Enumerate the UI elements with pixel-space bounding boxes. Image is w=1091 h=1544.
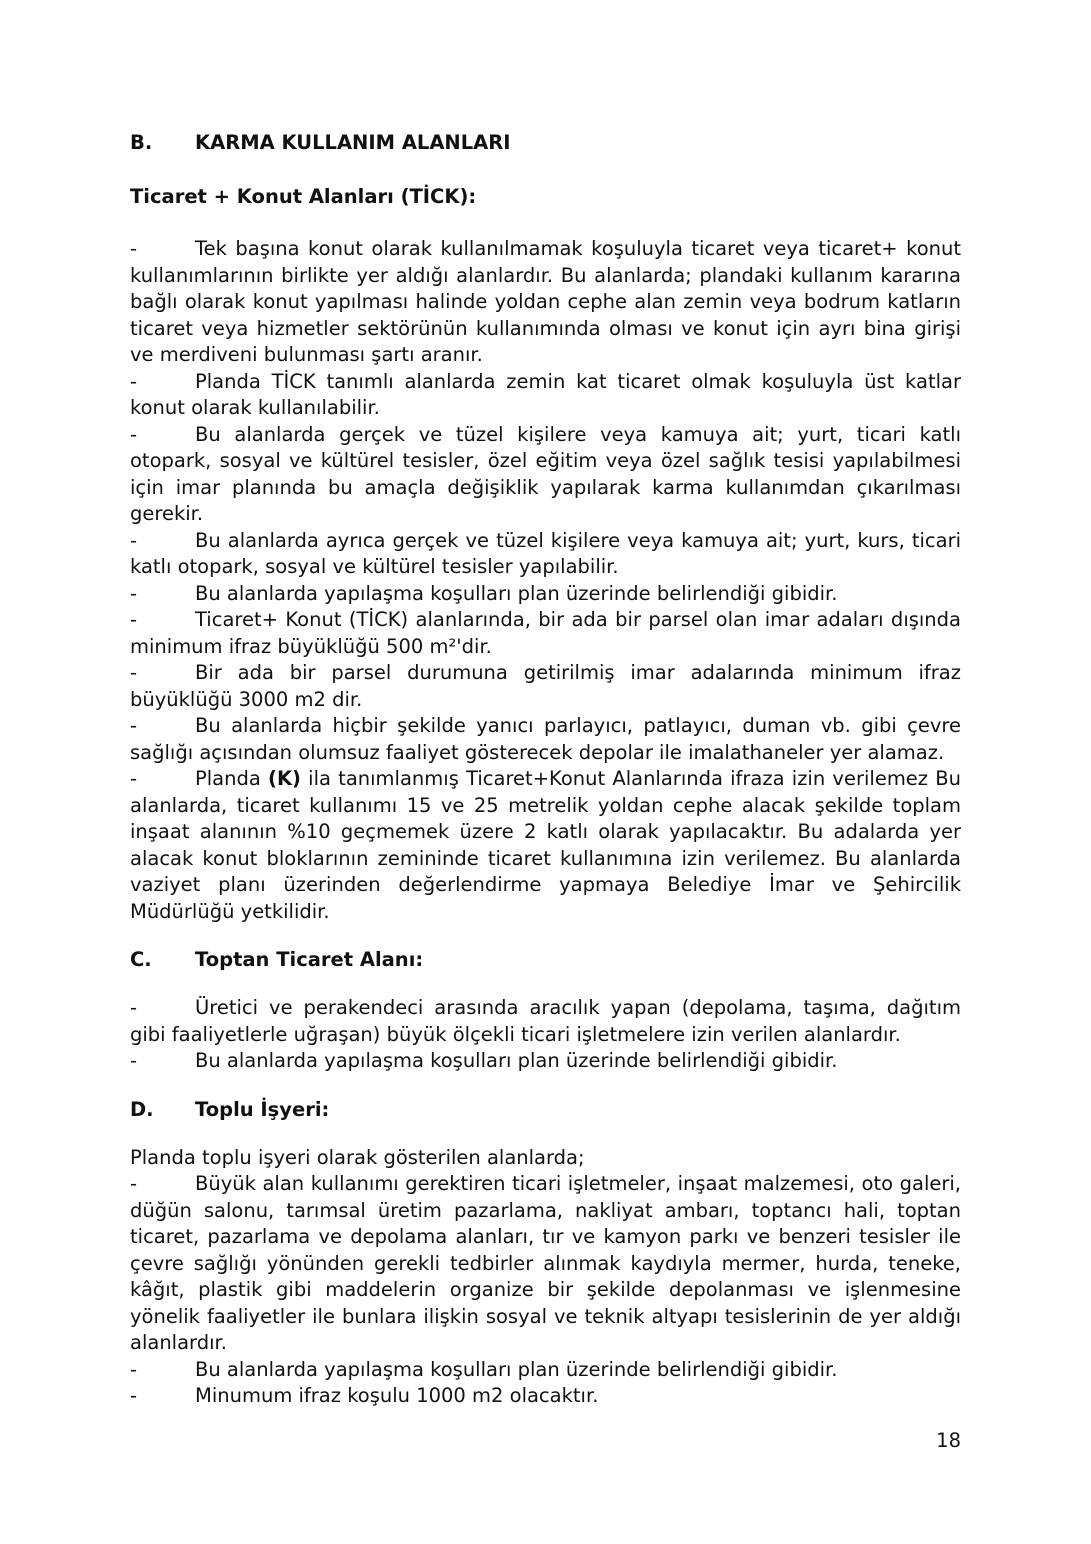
list-item: - Bir ada bir parsel durumuna getirilmiş imar adalarında minimum ifraz büyüklüğü 3000 m2 dir. xyxy=(130,661,961,711)
bold-k-label: (K) xyxy=(268,767,301,790)
section-c-heading xyxy=(130,945,961,975)
list-item: - Bu alanlarda yapılaşma koşulları plan üzerinde belirlendiği gibidir. xyxy=(130,1049,838,1072)
list-item: - Büyük alan kullanımı gerektiren ticari işletmeler, inşaat malzemesi, oto galeri, düğün salonu, tarımsal üretim pazarlama, nakliyat ambarı, toptancı hali, toptan ticaret, pazarlama ve depolama alanları, tır ve kamyon parkı ve benzeri tesisler ile çevre sağlığı yönünden gerekli tedbirler alınmak kaydıyla mermer, hurda, teneke, kâğıt, plastik gibi maddelerin organize bir şekilde depolanması ve işlenmesine yönelik faaliyetler ile bunlara ilişkin sosyal ve teknik altyapı tesislerinin de yer aldığı alanlardır. xyxy=(130,1172,961,1354)
section-b-heading xyxy=(130,128,961,158)
list-item: - Minumum ifraz koşulu 1000 m2 olacaktır. xyxy=(130,1384,599,1407)
section-b-bullets xyxy=(130,236,961,925)
section-c-title: Toptan Ticaret Alanı: xyxy=(195,948,424,971)
list-item: - Bu alanlarda yapılaşma koşulları plan üzerinde belirlendiği gibidir. xyxy=(130,581,838,605)
section-d-intro: Planda toplu işyeri olarak gösterilen alanlarda; xyxy=(130,1145,585,1169)
section-b-title: KARMA KULLANIM ALANLARI xyxy=(195,131,511,154)
list-item: - Tek başına konut olarak kullanılmamak koşuluyla ticaret veya ticaret+ konut kullanımlarının birlikte yer aldığı alanlardır. Bu alanlarda; plandaki kullanım kararına bağlı olarak konut yapılması halinde yoldan cephe alan zemin veya bodrum katların ticaret veya hizmetler sektörünün kullanımında olması ve konut için ayrı bina girişi ve merdiveni bulunması şartı aranır. xyxy=(130,237,961,366)
list-item: - Bu alanlarda yapılaşma koşulları plan üzerinde belirlendiği gibidir. xyxy=(130,1357,838,1381)
section-d-title: Toplu İşyeri: xyxy=(195,1097,330,1121)
section-b-letter: B. xyxy=(130,131,153,154)
page-number: 18 xyxy=(936,1429,961,1452)
list-item: - Planda TİCK tanımlı alanlarda zemin kat ticaret olmak koşuluyla üst katlar konut olarak kullanılabilir. xyxy=(130,369,961,419)
list-item: - Bu alanlarda hiçbir şekilde yanıcı parlayıcı, patlayıcı, duman vb. gibi çevre sağlığı açısından olumsuz faaliyet gösterecek depolar ile imalathaneler yer alamaz. xyxy=(130,714,961,764)
section-b-subtitle: Ticaret + Konut Alanları (TİCK): xyxy=(130,185,477,208)
list-item: - Üretici ve perakendeci arasında aracılık yapan (depolama, taşıma, dağıtım gibi faaliyetlerle uğraşan) büyük ölçekli ticari işletmelere izin verilen alanlardır. xyxy=(130,996,961,1046)
list-item: - Planda (K) ila tanımlanmış Ticaret+Konut Alanlarında ifraza izin verilemez Bu alanlarda, ticaret kullanımı 15 ve 25 metrelik yoldan cephe alacak şekilde toplam inşaat alanının %10 geçmemek üzere 2 katlı olarak yapılacaktır. Bu adalarda yer alacak konut bloklarının zemininde ticaret kullanımına izin verilemez. Bu alanlarda vaziyet planı üzerinden değerlendirme yapmaya Belediye İmar ve Şehircilik Müdürlüğü yetkilidir. xyxy=(130,767,961,923)
section-d-letter: D. xyxy=(130,1097,154,1121)
list-item: - Ticaret+ Konut (TİCK) alanlarında, bir ada bir parsel olan imar adaları dışında minimum ifraz büyüklüğü 500 m²'dir. xyxy=(130,608,961,658)
section-c-letter: C. xyxy=(130,948,152,971)
section-d-heading xyxy=(130,1095,961,1125)
list-item: - Bu alanlarda ayrıca gerçek ve tüzel kişilere veya kamuya ait; yurt, kurs, ticari katlı otopark, sosyal ve kültürel tesisler yapılabilir. xyxy=(130,528,961,578)
document-page xyxy=(130,128,961,1410)
list-item: - Bu alanlarda gerçek ve tüzel kişilere veya kamuya ait; yurt, ticari katlı otopark, sosyal ve kültürel tesisler, özel eğitim veya özel sağlık tesisi yapılabilmesi için imar planında bu amaçla değişiklik yapılarak karma kullanımdan çıkarılması gerekir. xyxy=(130,422,961,525)
section-d-bullets xyxy=(130,1171,961,1410)
section-c-bullets xyxy=(130,995,961,1075)
